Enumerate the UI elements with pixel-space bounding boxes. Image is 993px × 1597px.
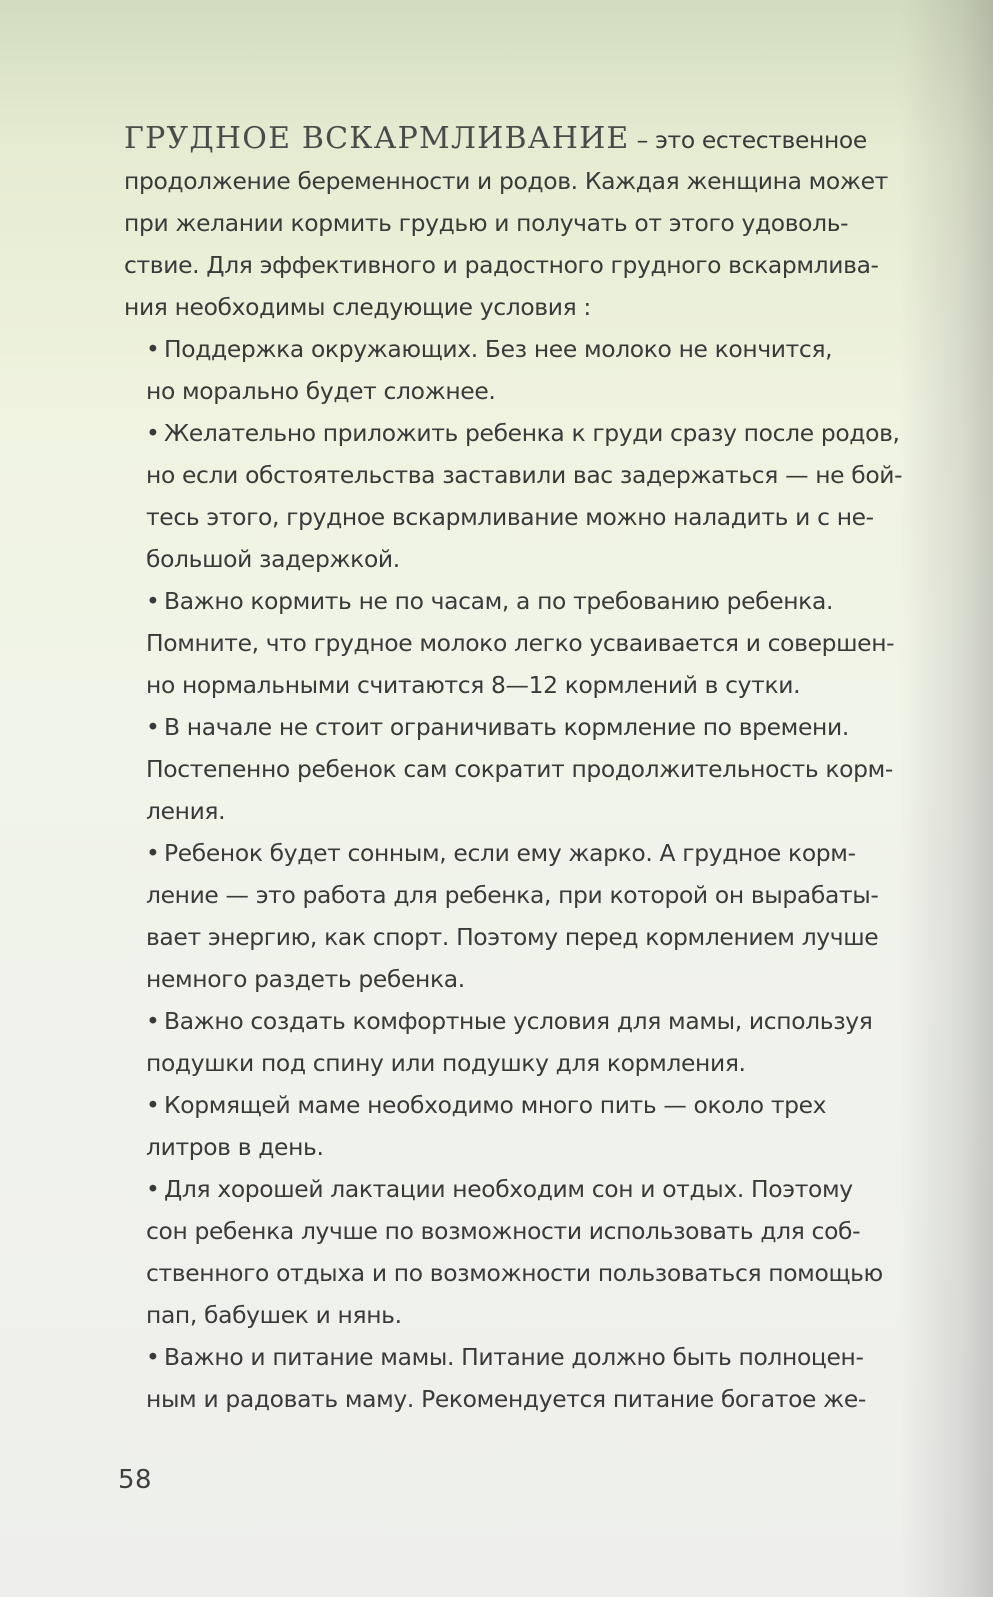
- bullet-text: Ребенок будет сонным, если ему жарко. А грудное корм-: [164, 839, 856, 867]
- bullet-text: Желательно приложить ребенка к груди сразу после родов,: [164, 419, 900, 447]
- bullet-line: [124, 874, 944, 916]
- bullet-marker: •: [146, 587, 160, 615]
- bullet-text: сон ребенка лучше по возможности использовать для соб-: [146, 1217, 861, 1245]
- bullet-line: [124, 1000, 944, 1042]
- bullet-marker: •: [146, 1091, 160, 1119]
- bullet-text: подушки под спину или подушку для кормления.: [146, 1049, 746, 1077]
- bullet-text: большой задержкой.: [146, 545, 400, 573]
- bullet-text: Для хорошей лактации необходим сон и отдых. Поэтому: [164, 1175, 853, 1203]
- bullet-text: ным и радовать маму. Рекомендуется питание богатое же-: [146, 1385, 867, 1413]
- body-text: [124, 118, 944, 1420]
- bullet-line: [124, 622, 944, 664]
- intro-line: продолжение беременности и родов. Каждая женщина может: [124, 167, 888, 195]
- bullet-line: [124, 454, 944, 496]
- intro-text: – это естественное: [629, 126, 867, 154]
- bullet-line: [124, 958, 944, 1000]
- bullet-line: [124, 1084, 944, 1126]
- bullet-line: [124, 328, 944, 370]
- bullet-line: [124, 1294, 944, 1336]
- bullet-line: [124, 1126, 944, 1168]
- bullet-text: немного раздеть ребенка.: [146, 965, 465, 993]
- bullet-text: В начале не стоит ограничивать кормление по времени.: [164, 713, 849, 741]
- bullet-marker: •: [146, 1343, 160, 1371]
- bullet-marker: •: [146, 839, 160, 867]
- bullet-text: Поддержка окружающих. Без нее молоко не кончится,: [164, 335, 833, 363]
- bullet-text: Кормящей маме необходимо много пить — около трех: [164, 1091, 827, 1119]
- bullet-marker: •: [146, 335, 160, 363]
- bullet-marker: •: [146, 1175, 160, 1203]
- bullet-list: [124, 328, 944, 1420]
- bullet-text: тесь этого, грудное вскармливание можно наладить и с не-: [146, 503, 874, 531]
- page-number: 58: [118, 1465, 153, 1495]
- bullet-line: [124, 664, 944, 706]
- bullet-line: [124, 1378, 944, 1420]
- intro-line: [124, 118, 944, 160]
- bullet-line: [124, 496, 944, 538]
- bullet-text: Важно создать комфортные условия для мамы, используя: [164, 1007, 873, 1035]
- bullet-line: [124, 1210, 944, 1252]
- intro-line: ствие. Для эффективного и радостного грудного вскармлива-: [124, 251, 879, 279]
- bullet-text: пап, бабушек и нянь.: [146, 1301, 402, 1329]
- bullet-line: [124, 580, 944, 622]
- bullet-marker: •: [146, 419, 160, 447]
- intro-line: ния необходимы следующие условия :: [124, 293, 591, 321]
- bullet-text: но морально будет сложнее.: [146, 377, 496, 405]
- bullet-text: Важно кормить не по часам, а по требованию ребенка.: [164, 587, 834, 615]
- bullet-text: вает энергию, как спорт. Поэтому перед кормлением лучше: [146, 923, 879, 951]
- bullet-line: [124, 412, 944, 454]
- bullet-text: ление — это работа для ребенка, при которой он вырабаты-: [146, 881, 879, 909]
- bullet-line: [124, 748, 944, 790]
- bullet-marker: •: [146, 1007, 160, 1035]
- bullet-text: Важно и питание мамы. Питание должно быть полноцен-: [164, 1343, 864, 1371]
- intro-line: при желании кормить грудью и получать от этого удоволь-: [124, 209, 849, 237]
- bullet-text: ственного отдыха и по возможности пользоваться помощью: [146, 1259, 883, 1287]
- section-heading: ГРУДНОЕ ВСКАРМЛИВАНИЕ: [124, 121, 630, 156]
- bullet-text: ления.: [146, 797, 226, 825]
- bullet-text: Помните, что грудное молоко легко усваивается и совершен-: [146, 629, 895, 657]
- bullet-line: [124, 1042, 944, 1084]
- bullet-line: [124, 790, 944, 832]
- bullet-marker: •: [146, 713, 160, 741]
- bullet-line: [124, 538, 944, 580]
- bullet-line: [124, 706, 944, 748]
- bullet-line: [124, 832, 944, 874]
- bullet-text: Постепенно ребенок сам сократит продолжительность корм-: [146, 755, 893, 783]
- bullet-text: но если обстоятельства заставили вас задержаться — не бой-: [146, 461, 903, 489]
- bullet-line: [124, 916, 944, 958]
- bullet-text: но нормальными считаются 8—12 кормлений в сутки.: [146, 671, 801, 699]
- bullet-line: [124, 1252, 944, 1294]
- bullet-line: [124, 1168, 944, 1210]
- bullet-text: литров в день.: [146, 1133, 324, 1161]
- bullet-line: [124, 370, 944, 412]
- bullet-line: [124, 1336, 944, 1378]
